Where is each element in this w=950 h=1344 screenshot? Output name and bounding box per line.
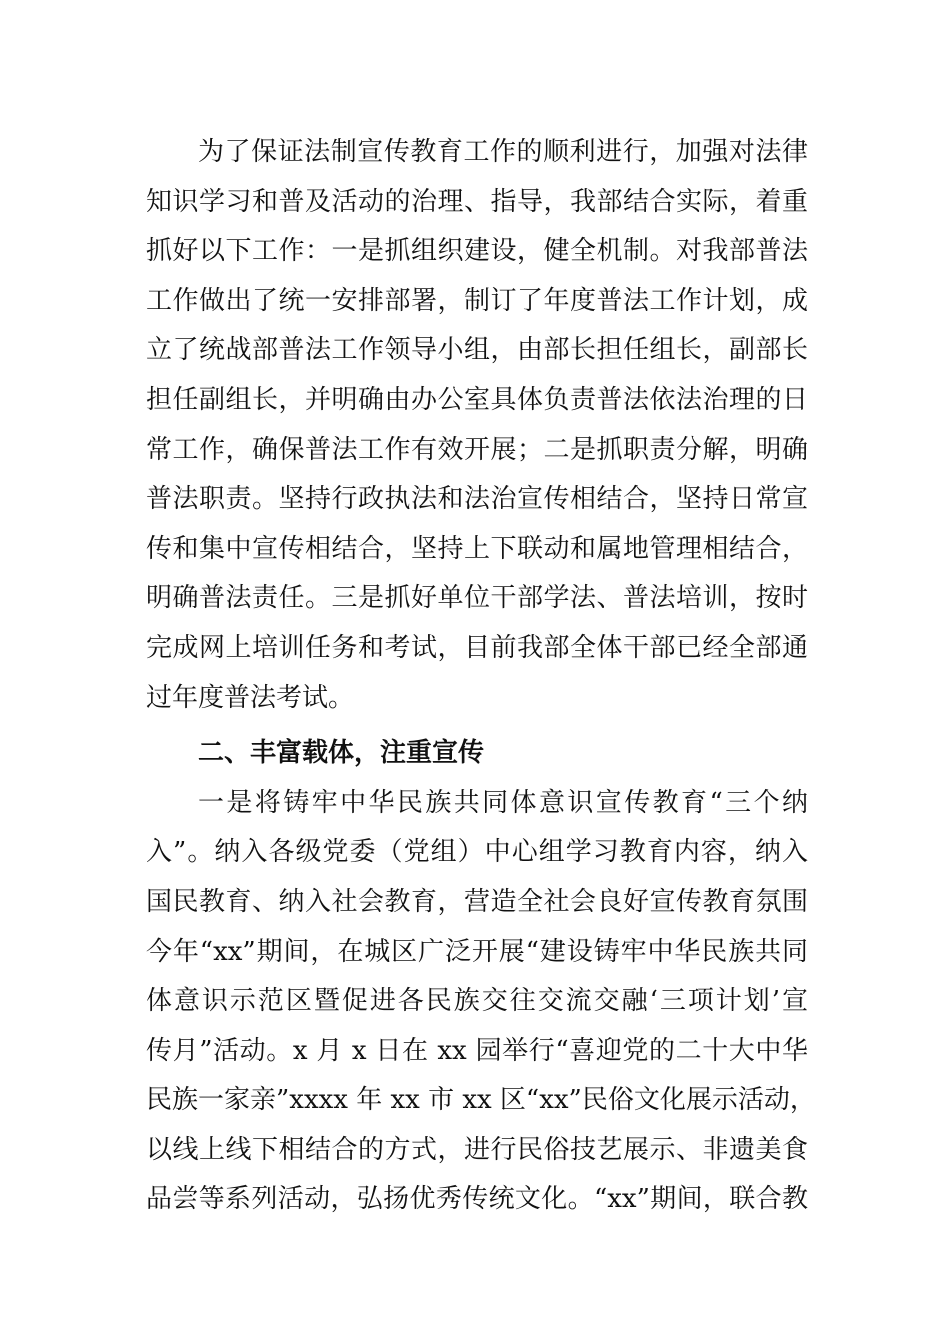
section-heading: 二、丰富载体，注重宣传 — [198, 738, 485, 769]
text-line: 今年“xx”期间，在城区广泛开展“建设铸牢中华民族共同 — [146, 936, 808, 967]
text-line: 工作做出了统一安排部署，制订了年度普法工作计划，成 — [146, 285, 808, 316]
text-line: 立了统战部普法工作领导小组，由部长担任组长，副部长 — [146, 335, 808, 366]
text-line: 抓好以下工作：一是抓组织建设，健全机制。对我部普法 — [146, 236, 808, 267]
text-line: 以线上线下相结合的方式，进行民俗技艺展示、非遗美食 — [146, 1134, 808, 1165]
text-line: 传和集中宣传相结合，坚持上下联动和属地管理相结合， — [146, 533, 808, 564]
text-line: 为了保证法制宣传教育工作的顺利进行，加强对法律 — [198, 137, 808, 167]
text-line: 普法职责。坚持行政执法和法治宣传相结合，坚持日常宣 — [146, 484, 808, 515]
text-line: 传月”活动。x 月 x 日在 xx 园举行“喜迎党的二十大中华 — [146, 1035, 808, 1066]
paragraph-legal-education — [146, 128, 808, 723]
text-line: 品尝等系列活动，弘扬优秀传统文化。“xx”期间，联合教 — [146, 1184, 808, 1215]
text-line: 入”。纳入各级党委（党组）中心组学习教育内容，纳入 — [146, 837, 808, 868]
text-line: 一是将铸牢中华民族共同体意识宣传教育“三个纳 — [198, 787, 808, 818]
text-line: 过年度普法考试。 — [146, 682, 355, 713]
text-line: 国民教育、纳入社会教育，营造全社会良好宣传教育氛围 — [146, 886, 808, 917]
text-line: 担任副组长，并明确由办公室具体负责普法依法治理的日 — [146, 384, 808, 415]
text-line: 完成网上培训任务和考试，目前我部全体干部已经全部通 — [146, 632, 808, 663]
text-line: 常工作，确保普法工作有效开展；二是抓职责分解，明确 — [146, 434, 808, 465]
document-page — [146, 128, 816, 1225]
text-line: 体意识示范区暨促进各民族交往交流交融‘三项计划’宣 — [146, 986, 808, 1017]
text-line: 知识学习和普及活动的治理、指导，我部结合实际，着重 — [146, 186, 808, 217]
text-line: 明确普法责任。三是抓好单位干部学法、普法培训，按时 — [146, 583, 808, 614]
text-line: 民族一家亲”xxxx 年 xx 市 xx 区“xx”民俗文化展示活动， — [146, 1085, 816, 1116]
paragraph-publicity — [146, 779, 816, 1225]
